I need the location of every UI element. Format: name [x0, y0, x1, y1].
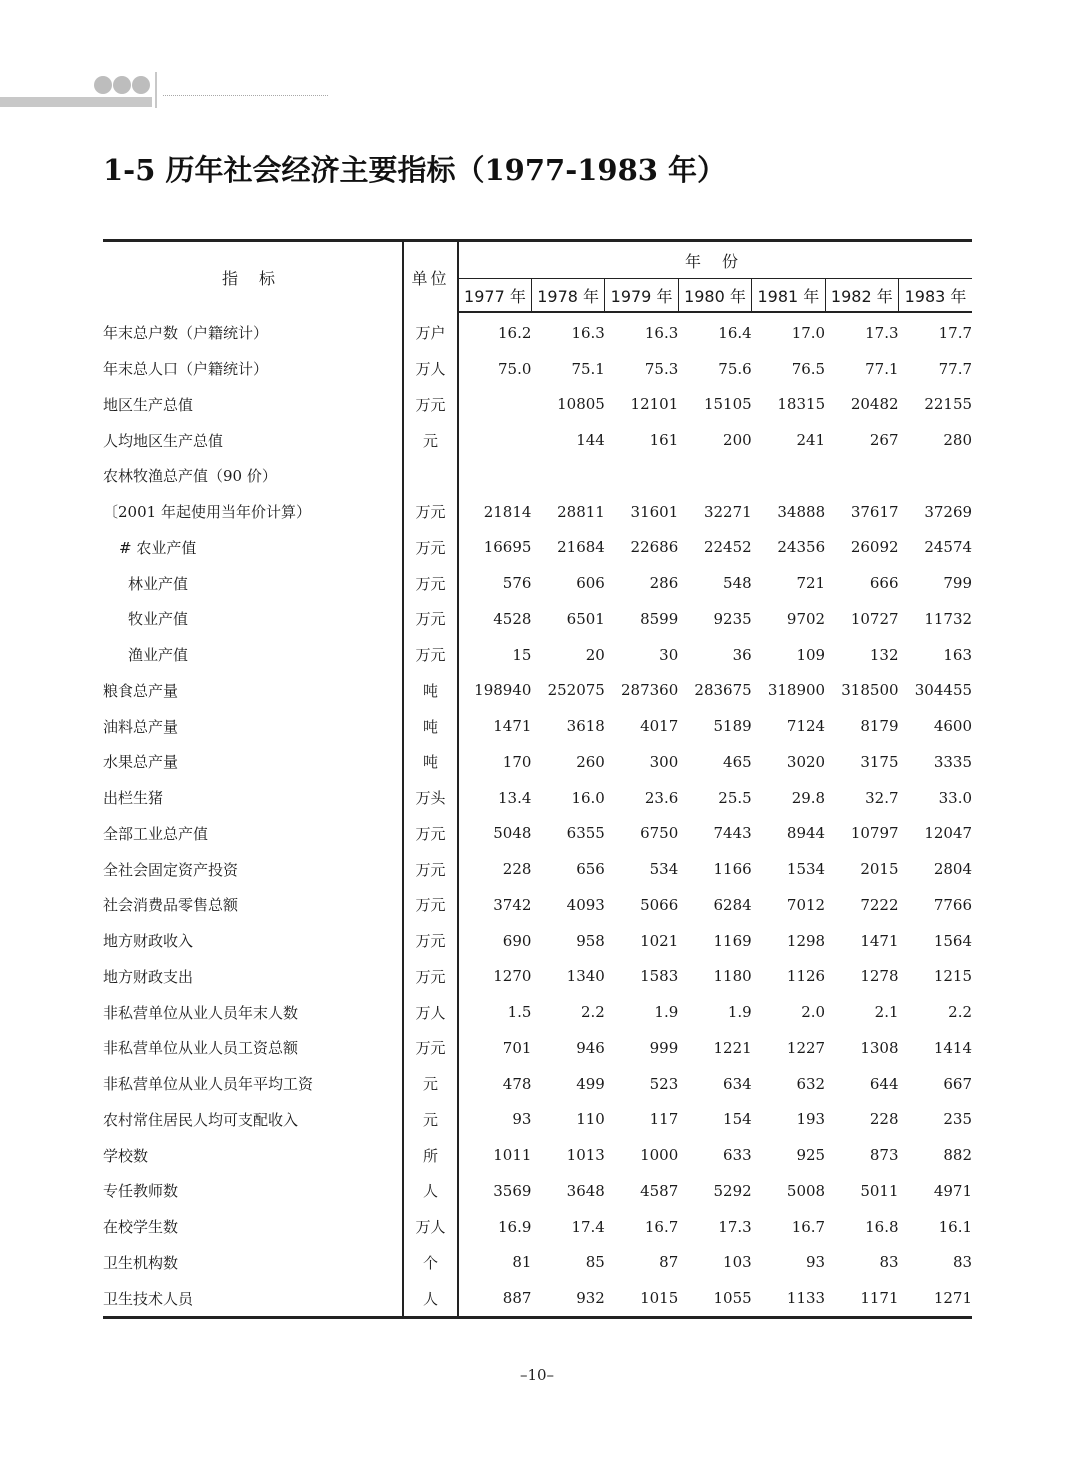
value-cell: 252075 — [547, 681, 605, 700]
indicator-name: 渔业产值 — [128, 646, 189, 665]
table-row — [103, 1066, 972, 1102]
table-row — [103, 708, 972, 744]
value-cell: 6355 — [566, 824, 605, 843]
value-cell: 132 — [869, 645, 899, 664]
value-cell: 228 — [502, 860, 532, 879]
value-cell: 799 — [943, 574, 973, 593]
indicator-name: 年末总户数（户籍统计） — [103, 323, 269, 342]
value-cell: 163 — [943, 645, 973, 664]
value-cell: 1414 — [933, 1038, 973, 1057]
value-cell: 2015 — [860, 860, 899, 879]
value-cell: 1015 — [605, 1280, 678, 1317]
indicator-unit: 万元 — [403, 494, 458, 530]
value-cell: 24574 — [924, 538, 973, 557]
value-cell: 16.7 — [644, 1217, 679, 1236]
value-cell: 1308 — [860, 1038, 899, 1057]
value-cell: 280 — [943, 431, 973, 450]
indicator-unit: 万户 — [403, 312, 458, 351]
value-cell: 17.7 — [938, 323, 973, 342]
value-cell: 8599 — [640, 609, 679, 628]
value-cell: 241 — [796, 431, 826, 450]
value-cell: 83 — [879, 1253, 899, 1272]
value-cell: 77.7 — [938, 359, 973, 378]
value-cell: 170 — [502, 752, 532, 771]
value-cell: 499 — [576, 1074, 605, 1093]
indicator-name: 地方财政收入 — [103, 932, 194, 951]
value-cell: 2.1 — [874, 1003, 899, 1022]
value-cell: 2804 — [933, 860, 973, 879]
value-cell: 3569 — [493, 1181, 532, 1200]
value-cell: 721 — [796, 574, 826, 593]
value-cell: 1278 — [860, 967, 899, 986]
value-cell: 2.2 — [580, 1003, 605, 1022]
indicator-name: 人均地区生产总值 — [103, 431, 224, 450]
indicator-name: # 农业产值 — [119, 538, 197, 557]
value-cell: 7443 — [713, 824, 752, 843]
year-column-header: 1977 年 — [458, 279, 531, 313]
header-dot — [132, 76, 150, 94]
value-cell: 23.6 — [644, 788, 679, 807]
table-row — [103, 1209, 972, 1245]
value-cell: 200 — [723, 431, 752, 450]
value-cell: 6284 — [713, 895, 752, 914]
value-cell: 22686 — [630, 538, 679, 557]
value-cell: 16.4 — [718, 323, 752, 342]
value-cell: 4587 — [640, 1181, 679, 1200]
indicator-name: 非私营单位从业人员年平均工资 — [103, 1075, 314, 1094]
value-cell: 76.5 — [791, 359, 826, 378]
value-cell: 36 — [732, 645, 752, 664]
value-cell: 656 — [576, 860, 605, 879]
value-cell: 16.3 — [644, 323, 679, 342]
value-cell: 5292 — [713, 1181, 752, 1200]
value-cell: 16.2 — [498, 323, 532, 342]
value-cell: 198940 — [474, 681, 532, 700]
value-cell: 8944 — [786, 824, 826, 843]
year-column-header: 1982 年 — [825, 279, 898, 313]
value-cell: 85 — [585, 1253, 605, 1272]
value-cell: 260 — [576, 752, 605, 771]
indicator-name: 农林牧渔总产值（90 价） — [103, 467, 277, 486]
table-row — [103, 673, 972, 709]
indicator-name: 农村常住居民人均可支配收入 — [103, 1110, 299, 1129]
value-cell: 16.0 — [571, 788, 605, 807]
value-cell: 30 — [659, 645, 679, 664]
header-dotted-rule — [163, 95, 328, 96]
value-cell: 17.0 — [791, 323, 826, 342]
value-cell: 1.9 — [654, 1003, 679, 1022]
value-cell: 644 — [869, 1074, 899, 1093]
value-cell: 887 — [458, 1280, 531, 1317]
table-row — [103, 1173, 972, 1209]
table-row — [103, 312, 972, 351]
value-cell: 16.1 — [938, 1217, 973, 1236]
value-cell: 1011 — [493, 1146, 532, 1165]
indicator-unit: 元 — [403, 1066, 458, 1102]
table-row — [103, 530, 972, 566]
value-cell: 2.2 — [948, 1003, 973, 1022]
value-cell: 4600 — [933, 717, 973, 736]
value-cell: 523 — [649, 1074, 679, 1093]
value-cell: 666 — [869, 574, 899, 593]
value-cell — [531, 458, 604, 494]
indicator-name: 地区生产总值 — [103, 395, 194, 414]
value-cell: 478 — [502, 1074, 532, 1093]
indicator-name: 牧业产值 — [128, 610, 189, 629]
indicator-name: 地方财政支出 — [103, 967, 194, 986]
table-row — [103, 1030, 972, 1066]
indicator-unit: 元 — [403, 422, 458, 458]
value-cell: 9235 — [713, 609, 752, 628]
value-cell: 75.6 — [718, 359, 752, 378]
value-cell: 193 — [796, 1110, 826, 1129]
value-cell: 16.8 — [865, 1217, 899, 1236]
value-cell: 1471 — [860, 931, 899, 950]
indicator-unit: 万元 — [403, 923, 458, 959]
indicator-name: 学校数 — [103, 1146, 149, 1165]
indicator-unit: 吨 — [403, 708, 458, 744]
value-cell: 925 — [796, 1146, 826, 1165]
header-bar — [0, 97, 152, 107]
value-cell — [458, 387, 531, 423]
table-row — [103, 851, 972, 887]
value-cell: 1169 — [713, 931, 752, 950]
value-cell: 21684 — [557, 538, 605, 557]
indicator-name: 全社会固定资产投资 — [103, 860, 239, 879]
value-cell: 318500 — [841, 681, 899, 700]
indicator-name: 年末总人口（户籍统计） — [103, 360, 269, 379]
value-cell: 16.7 — [791, 1217, 826, 1236]
value-cell: 1055 — [678, 1280, 751, 1317]
indicator-name: 社会消费品零售总额 — [103, 896, 239, 915]
value-cell — [678, 458, 751, 494]
value-cell: 548 — [723, 574, 752, 593]
value-cell: 34888 — [777, 502, 826, 521]
value-cell: 24356 — [777, 538, 826, 557]
header-dot — [113, 76, 131, 94]
value-cell: 4971 — [933, 1181, 973, 1200]
year-column-header: 1979 年 — [605, 279, 678, 313]
value-cell: 5048 — [493, 824, 532, 843]
table-row — [103, 387, 972, 423]
value-cell: 83 — [952, 1253, 973, 1272]
value-cell: 3175 — [860, 752, 899, 771]
value-cell: 1215 — [933, 967, 973, 986]
value-cell: 81 — [512, 1253, 532, 1272]
value-cell — [899, 458, 973, 494]
value-cell: 10805 — [557, 395, 605, 414]
value-cell: 17.3 — [865, 323, 899, 342]
indicator-name: 在校学生数 — [103, 1218, 179, 1237]
value-cell: 283675 — [694, 681, 752, 700]
indicator-column-header: 指 标 — [103, 241, 403, 313]
value-cell: 25.5 — [718, 788, 752, 807]
value-cell: 3335 — [933, 752, 973, 771]
table-row — [103, 601, 972, 637]
value-cell: 21814 — [483, 502, 532, 521]
value-cell: 3742 — [493, 895, 532, 914]
value-cell: 28811 — [557, 502, 605, 521]
table-row — [103, 351, 972, 387]
table-row — [103, 1102, 972, 1138]
value-cell: 1021 — [640, 931, 679, 950]
value-cell: 75.1 — [571, 359, 605, 378]
indicator-unit: 万元 — [403, 387, 458, 423]
value-cell: 1171 — [825, 1280, 898, 1317]
indicator-unit: 万元 — [403, 601, 458, 637]
value-cell: 576 — [502, 574, 532, 593]
value-cell: 1564 — [933, 931, 973, 950]
value-cell: 16.9 — [498, 1217, 532, 1236]
indicator-unit: 人 — [403, 1280, 458, 1317]
indicator-name: 林业产值 — [128, 574, 189, 593]
value-cell: 946 — [576, 1038, 605, 1057]
indicator-unit: 万元 — [403, 1030, 458, 1066]
indicator-unit: 万头 — [403, 780, 458, 816]
value-cell: 13.4 — [498, 788, 532, 807]
value-cell: 287360 — [621, 681, 679, 700]
table-row — [103, 744, 972, 780]
indicator-unit: 万元 — [403, 530, 458, 566]
table-row — [103, 923, 972, 959]
value-cell: 1340 — [566, 967, 605, 986]
value-cell — [458, 458, 531, 494]
value-cell: 144 — [576, 431, 605, 450]
value-cell — [752, 458, 825, 494]
table-row — [103, 494, 972, 530]
value-cell: 32.7 — [865, 788, 899, 807]
value-cell: 667 — [943, 1074, 973, 1093]
indicator-unit: 万元 — [403, 565, 458, 601]
value-cell: 1126 — [786, 967, 826, 986]
value-cell: 3648 — [566, 1181, 605, 1200]
value-cell: 5189 — [713, 717, 752, 736]
value-cell: 228 — [869, 1110, 899, 1129]
table-row — [103, 458, 972, 494]
value-cell: 16695 — [483, 538, 532, 557]
indicator-unit: 万元 — [403, 637, 458, 673]
value-cell: 1227 — [786, 1038, 826, 1057]
value-cell: 632 — [796, 1074, 826, 1093]
value-cell: 16.3 — [571, 323, 605, 342]
value-cell: 318900 — [767, 681, 826, 700]
value-cell: 4093 — [566, 895, 605, 914]
value-cell: 465 — [723, 752, 752, 771]
indicator-name: 〔2001 年起使用当年价计算） — [103, 503, 311, 522]
value-cell: 32271 — [703, 502, 752, 521]
value-cell: 154 — [723, 1110, 752, 1129]
indicator-unit: 万元 — [403, 887, 458, 923]
value-cell: 10797 — [850, 824, 899, 843]
value-cell: 1000 — [640, 1146, 679, 1165]
table-row — [103, 994, 972, 1030]
value-cell: 18315 — [777, 395, 826, 414]
value-cell: 1471 — [493, 717, 532, 736]
year-column-header: 1980 年 — [678, 279, 751, 313]
value-cell: 5011 — [860, 1181, 899, 1200]
value-cell: 4017 — [640, 717, 679, 736]
indicator-unit: 万元 — [403, 851, 458, 887]
value-cell: 7012 — [786, 895, 826, 914]
value-cell: 31601 — [630, 502, 679, 521]
value-cell: 5066 — [640, 895, 679, 914]
value-cell: 93 — [806, 1253, 826, 1272]
year-group-header: 年 份 — [458, 241, 972, 279]
indicator-unit: 人 — [403, 1173, 458, 1209]
value-cell: 3020 — [786, 752, 826, 771]
indicator-unit: 吨 — [403, 673, 458, 709]
value-cell: 7766 — [933, 895, 973, 914]
value-cell: 75.3 — [644, 359, 679, 378]
value-cell: 12101 — [630, 395, 679, 414]
value-cell: 534 — [649, 860, 679, 879]
value-cell: 20482 — [850, 395, 899, 414]
value-cell: 37269 — [924, 502, 973, 521]
value-cell: 300 — [649, 752, 679, 771]
value-cell: 958 — [576, 931, 605, 950]
value-cell: 110 — [576, 1110, 605, 1129]
table-row — [103, 959, 972, 995]
value-cell: 8179 — [860, 717, 899, 736]
indicator-name: 粮食总产量 — [103, 681, 179, 700]
table-row — [103, 1137, 972, 1173]
value-cell: 3618 — [566, 717, 605, 736]
indicator-name: 专任教师数 — [103, 1182, 179, 1201]
value-cell — [825, 458, 898, 494]
value-cell: 633 — [723, 1146, 752, 1165]
value-cell: 286 — [649, 574, 679, 593]
header-divider — [155, 72, 157, 108]
indicator-name: 全部工业总产值 — [103, 824, 209, 843]
table-row — [103, 565, 972, 601]
value-cell: 267 — [869, 431, 899, 450]
value-cell — [605, 458, 678, 494]
value-cell: 1221 — [713, 1038, 752, 1057]
value-cell: 2.0 — [801, 1003, 826, 1022]
value-cell: 17.3 — [718, 1217, 752, 1236]
value-cell: 6750 — [640, 824, 679, 843]
value-cell: 26092 — [850, 538, 899, 557]
value-cell: 12047 — [924, 824, 973, 843]
value-cell: 11732 — [924, 609, 973, 628]
value-cell: 103 — [723, 1253, 752, 1272]
header-dot — [94, 76, 112, 94]
value-cell: 1298 — [786, 931, 826, 950]
table-row — [103, 816, 972, 852]
indicator-unit: 万人 — [403, 994, 458, 1030]
value-cell: 87 — [659, 1253, 679, 1272]
table-row — [103, 637, 972, 673]
value-cell: 93 — [512, 1110, 532, 1129]
value-cell: 4528 — [493, 609, 532, 628]
value-cell: 634 — [723, 1074, 752, 1093]
indicator-unit: 万元 — [403, 816, 458, 852]
value-cell: 1270 — [493, 967, 532, 986]
value-cell: 1180 — [713, 967, 752, 986]
value-cell: 1013 — [566, 1146, 605, 1165]
table-row — [103, 1245, 972, 1281]
indicator-unit: 万人 — [403, 1209, 458, 1245]
table-row — [103, 780, 972, 816]
value-cell: 29.8 — [791, 788, 826, 807]
unit-column-header: 单位 — [403, 241, 458, 313]
value-cell: 1.9 — [727, 1003, 752, 1022]
value-cell: 932 — [531, 1280, 604, 1317]
value-cell: 161 — [649, 431, 679, 450]
value-cell: 304455 — [914, 681, 973, 700]
indicator-unit: 万元 — [403, 959, 458, 995]
value-cell: 10727 — [850, 609, 899, 628]
indicator-unit: 万人 — [403, 351, 458, 387]
value-cell: 690 — [502, 931, 532, 950]
table-row — [103, 887, 972, 923]
table-row — [103, 422, 972, 458]
value-cell: 37617 — [850, 502, 899, 521]
value-cell: 1.5 — [507, 1003, 532, 1022]
value-cell: 7222 — [860, 895, 899, 914]
value-cell: 7124 — [786, 717, 826, 736]
value-cell: 882 — [943, 1146, 973, 1165]
value-cell: 606 — [576, 574, 605, 593]
value-cell: 15 — [512, 645, 532, 664]
indicator-unit: 个 — [403, 1245, 458, 1281]
value-cell: 109 — [796, 645, 826, 664]
indicator-name: 水果总产量 — [103, 753, 179, 772]
year-column-header: 1983 年 — [899, 279, 973, 313]
value-cell: 235 — [943, 1110, 973, 1129]
value-cell: 33.0 — [938, 788, 973, 807]
indicator-unit: 吨 — [403, 744, 458, 780]
indicator-name: 出栏生猪 — [103, 789, 164, 808]
page-title: 1-5 历年社会经济主要指标（1977-1983 年） — [103, 153, 727, 187]
value-cell: 75.0 — [498, 359, 532, 378]
value-cell: 5008 — [786, 1181, 826, 1200]
indicator-unit: 所 — [403, 1137, 458, 1173]
value-cell: 22452 — [703, 538, 752, 557]
value-cell: 1133 — [752, 1280, 825, 1317]
value-cell: 701 — [502, 1038, 532, 1057]
indicator-name: 卫生机构数 — [103, 1253, 179, 1272]
indicator-name: 非私营单位从业人员年末人数 — [103, 1003, 299, 1022]
value-cell: 999 — [649, 1038, 679, 1057]
indicator-name: 非私营单位从业人员工资总额 — [103, 1039, 299, 1058]
value-cell: 1583 — [640, 967, 679, 986]
value-cell: 17.4 — [571, 1217, 605, 1236]
indicator-unit — [403, 458, 458, 494]
value-cell — [458, 422, 531, 458]
value-cell: 1271 — [899, 1280, 973, 1317]
indicator-name: 油料总产量 — [103, 717, 179, 736]
value-cell: 117 — [649, 1110, 679, 1129]
value-cell: 22155 — [924, 395, 973, 414]
value-cell: 873 — [869, 1146, 899, 1165]
value-cell: 1534 — [786, 860, 826, 879]
table-row — [103, 1280, 972, 1317]
indicator-name: 卫生技术人员 — [103, 1280, 403, 1317]
page-number: –10– — [519, 1366, 555, 1384]
indicator-unit: 元 — [403, 1102, 458, 1138]
value-cell: 1166 — [713, 860, 752, 879]
value-cell: 15105 — [703, 395, 752, 414]
indicator-table — [103, 239, 972, 1319]
value-cell: 20 — [585, 645, 605, 664]
value-cell: 77.1 — [865, 359, 899, 378]
value-cell: 6501 — [566, 609, 605, 628]
year-column-header: 1978 年 — [531, 279, 604, 313]
year-column-header: 1981 年 — [752, 279, 825, 313]
value-cell: 9702 — [786, 609, 826, 628]
